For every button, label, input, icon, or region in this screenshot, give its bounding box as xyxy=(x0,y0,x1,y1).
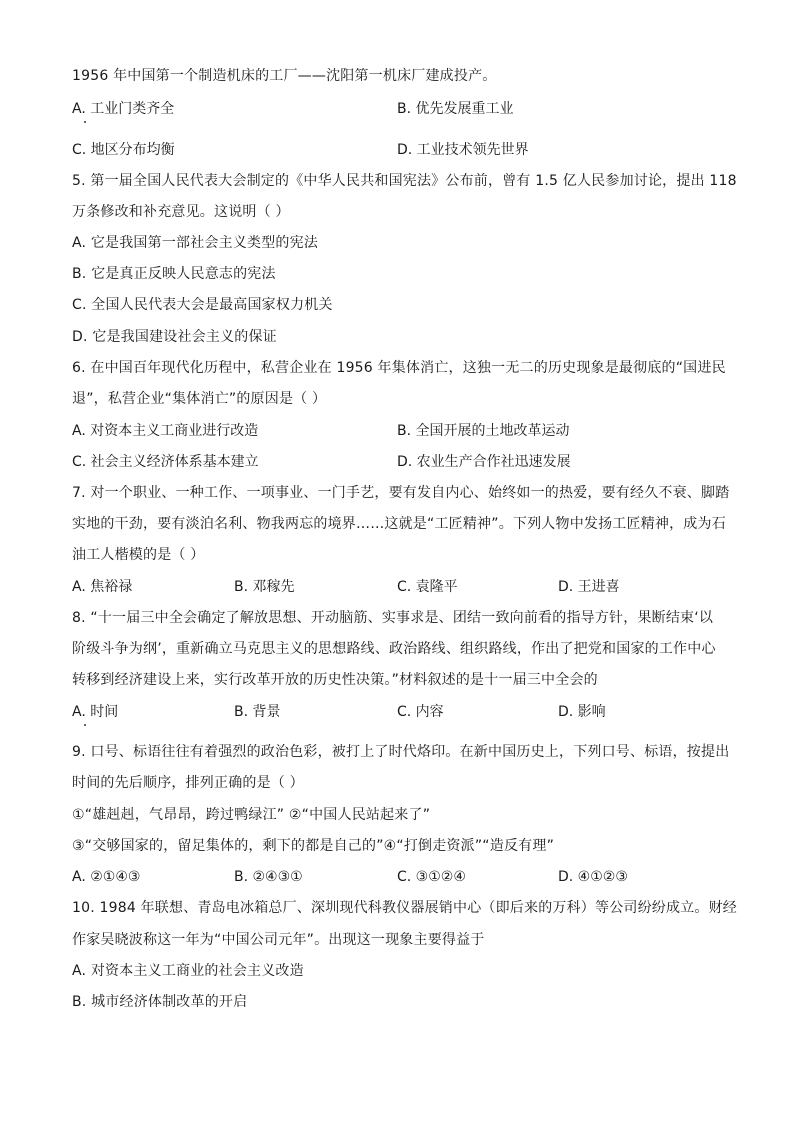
q5-option-a: A. 它是我国第一部社会主义类型的宪法 xyxy=(72,235,319,251)
q7-stem-line-1: 7. 对一个职业、一种工作、一项事业、一门手艺，要有发自内心、始终如一的热爱，要有经久不衰、脚踏 xyxy=(72,485,730,501)
q8-option-a: A. 时间 xyxy=(72,704,119,720)
q7-stem-line-3: 油工人楷模的是（ ） xyxy=(72,547,205,563)
q6-stem-line-2: 退”，私营企业“集体消亡”的原因是（ ） xyxy=(72,391,327,407)
stray-dot xyxy=(84,121,86,123)
q9-option-d: D. ④①②③ xyxy=(558,869,628,885)
q7-option-b: B. 邓稼先 xyxy=(234,579,295,595)
intro-line: 1956 年中国第一个制造机床的工厂——沈阳第一机床厂建成投产。 xyxy=(72,68,497,84)
q6-option-d: D. 农业生产合作社迅速发展 xyxy=(397,454,571,470)
q4-option-a: A. 工业门类齐全 xyxy=(72,101,175,117)
q8-option-d: D. 影响 xyxy=(558,704,606,720)
q5-stem-line-1: 5. 第一届全国人民代表大会制定的《中华人民共和国宪法》公布前，曾有 1.5 亿人民参加讨论，提出 118 xyxy=(72,173,737,189)
q8-option-c: C. 内容 xyxy=(397,704,444,720)
q9-option-c: C. ③①②④ xyxy=(397,869,466,885)
q8-stem-line-2: 阶级斗争为纲’，重新确立马克思主义的思想路线、政治路线、组织路线，作出了把党和国家的工作中心 xyxy=(72,641,716,657)
q9-option-a: A. ②①④③ xyxy=(72,869,141,885)
stray-dot xyxy=(84,724,86,726)
q9-option-b: B. ②④③① xyxy=(234,869,303,885)
q4-option-b: B. 优先发展重工业 xyxy=(397,101,514,117)
q6-option-b: B. 全国开展的土地改革运动 xyxy=(397,423,570,439)
q7-option-d: D. 王进喜 xyxy=(558,579,620,595)
q4-option-c: C. 地区分布均衡 xyxy=(72,142,175,158)
q4-option-d: D. 工业技术领先世界 xyxy=(397,142,529,158)
q9-items-line-1: ①“雄赳赳，气昂昂，跨过鸭绿江” ②“中国人民站起来了” xyxy=(72,807,431,823)
q5-stem-line-2: 万条修改和补充意见。这说明（ ） xyxy=(72,204,290,220)
q10-option-b: B. 城市经济体制改革的开启 xyxy=(72,994,248,1010)
q5-option-b: B. 它是真正反映人民意志的宪法 xyxy=(72,266,276,282)
q9-stem-line-2: 时间的先后顺序，排列正确的是（ ） xyxy=(72,775,304,791)
q8-stem-line-3: 转移到经济建设上来，实行改革开放的历史性决策。”材料叙述的是十一届三中全会的 xyxy=(72,672,598,688)
q6-option-c: C. 社会主义经济体系基本建立 xyxy=(72,454,259,470)
q10-option-a: A. 对资本主义工商业的社会主义改造 xyxy=(72,963,304,979)
q7-stem-line-2: 实地的干劲，要有淡泊名利、物我两忘的境界……这就是“工匠精神”。下列人物中发扬工匠精神，成为石 xyxy=(72,516,726,532)
q7-option-c: C. 袁隆平 xyxy=(397,579,458,595)
q6-option-a: A. 对资本主义工商业进行改造 xyxy=(72,423,259,439)
q9-items-line-2: ③“交够国家的，留足集体的，剩下的都是自己的”④“打倒走资派”“造反有理” xyxy=(72,838,555,854)
q6-stem-line-1: 6. 在中国百年现代化历程中，私营企业在 1956 年集体消亡，这独一无二的历史现象是最彻底的“国进民 xyxy=(72,360,726,376)
q7-option-a: A. 焦裕禄 xyxy=(72,579,133,595)
q5-option-d: D. 它是我国建设社会主义的保证 xyxy=(72,329,277,345)
q10-stem-line-1: 10. 1984 年联想、青岛电冰箱总厂、深圳现代科教仪器展销中心（即后来的万科）等公司纷纷成立。财经 xyxy=(72,900,737,916)
q8-stem-line-1: 8. “十一届三中全会确定了解放思想、开动脑筋、实事求是、团结一致向前看的指导方针，果断结束‘以 xyxy=(72,610,714,626)
q10-stem-line-2: 作家吴晓波称这一年为“中国公司元年”。出现这一现象主要得益于 xyxy=(72,932,485,948)
q5-option-c: C. 全国人民代表大会是最高国家权力机关 xyxy=(72,297,333,313)
q8-option-b: B. 背景 xyxy=(234,704,281,720)
q9-stem-line-1: 9. 口号、标语往往有着强烈的政治色彩，被打上了时代烙印。在新中国历史上，下列口号、标语，按提出 xyxy=(72,744,730,760)
